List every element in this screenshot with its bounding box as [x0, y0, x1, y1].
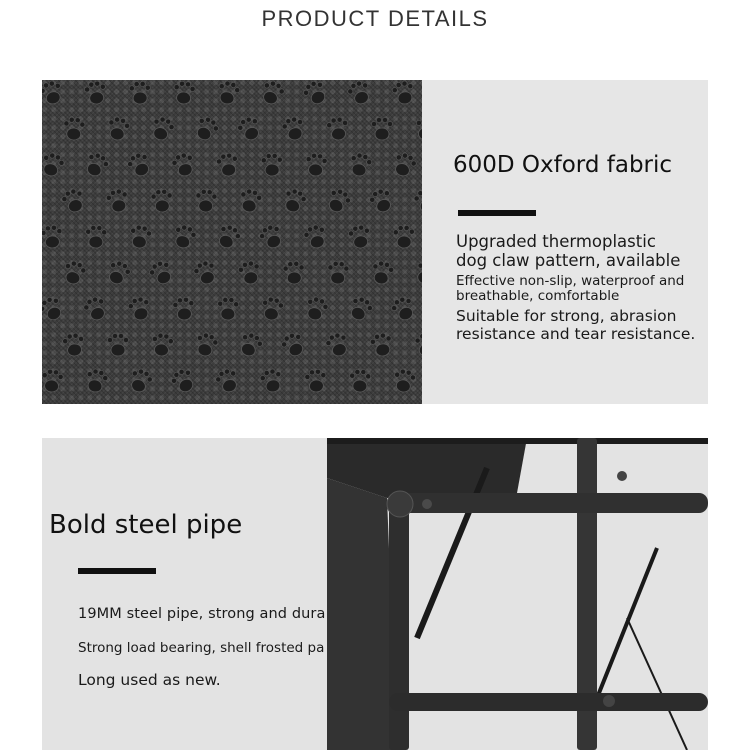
fabric-line-5: Suitable for strong, abrasion: [456, 307, 677, 325]
paw-print-icon: [302, 223, 329, 251]
fabric-line-6: resistance and tear resistance.: [456, 324, 696, 343]
paw-print-icon: [367, 186, 396, 215]
paw-print-icon: [392, 368, 417, 394]
paw-print-icon: [148, 403, 175, 404]
paw-print-icon: [324, 331, 352, 359]
paw-print-icon: [171, 223, 198, 251]
paw-print-icon: [390, 150, 418, 179]
paw-print-icon: [415, 333, 422, 357]
paw-print-icon: [235, 114, 264, 143]
paw-print-icon: [149, 115, 177, 143]
paw-print-icon: [192, 114, 221, 144]
paw-print-icon: [85, 225, 107, 248]
paw-print-icon: [281, 187, 309, 215]
paw-print-icon: [411, 402, 422, 404]
paw-print-icon: [103, 402, 132, 404]
paw-print-icon: [82, 150, 111, 180]
fabric-line-3: Effective non-slip, waterproof and: [456, 273, 685, 289]
paw-print-icon: [261, 153, 283, 176]
paw-print-icon: [170, 151, 197, 179]
paw-print-icon: [169, 366, 199, 396]
paw-print-icon: [391, 80, 417, 106]
paw-print-icon: [393, 225, 415, 248]
paw-print-icon: [259, 367, 285, 394]
paw-print-icon: [60, 402, 89, 404]
paw-print-icon: [301, 80, 331, 108]
paw-print-icon: [303, 295, 330, 323]
paw-print-icon: [260, 296, 285, 322]
paw-print-icon: [304, 368, 327, 393]
paw-print-icon: [104, 258, 133, 287]
paw-print-icon: [42, 224, 64, 249]
paw-print-icon: [42, 80, 65, 107]
fabric-heading: 600D Oxford fabric: [453, 152, 673, 178]
paw-print-icon: [237, 259, 262, 286]
paw-print-icon: [147, 258, 176, 288]
paw-print-icon: [215, 152, 240, 178]
paw-print-icon: [61, 259, 88, 287]
paw-print-icon: [347, 224, 372, 250]
paw-print-icon: [129, 81, 151, 104]
fabric-accent-bar: [458, 210, 536, 216]
paw-print-icon: [83, 367, 109, 394]
steel-frame-image: [327, 438, 708, 750]
paw-print-icon: [106, 115, 131, 142]
paw-print-icon: [83, 80, 108, 106]
paw-print-icon: [172, 296, 195, 321]
paw-print-icon: [213, 366, 241, 395]
paw-print-icon: [42, 368, 64, 393]
paw-print-icon: [257, 222, 286, 252]
fabric-texture-image: [42, 80, 422, 404]
fabric-text-detail: [456, 274, 684, 304]
paw-print-icon: [327, 261, 350, 285]
paw-print-icon: [413, 259, 422, 287]
fabric-line-4: breathable, comfortable: [456, 288, 620, 304]
paw-print-icon: [215, 80, 241, 106]
paw-print-icon: [280, 115, 307, 143]
paw-print-icon: [346, 294, 375, 324]
paw-print-icon: [214, 222, 243, 252]
paw-print-icon: [105, 187, 130, 214]
page-title: PRODUCT DETAILS: [261, 6, 489, 31]
pipe-line-3: Long used as new.: [78, 671, 221, 689]
paw-print-icon: [81, 294, 109, 323]
pipe-line-2: Strong load bearing, shell frosted pa: [78, 640, 325, 656]
paw-print-icon: [345, 80, 373, 107]
pipe-section: [42, 438, 708, 750]
paw-print-icon: [172, 80, 195, 105]
paw-print-icon: [217, 297, 239, 320]
paw-print-icon: [151, 189, 174, 213]
fabric-line-1: Upgraded thermoplastic: [456, 232, 656, 251]
paw-print-icon: [414, 116, 422, 141]
paw-print-icon: [347, 151, 373, 178]
paw-print-icon: [371, 117, 392, 140]
paw-print-icon: [389, 294, 418, 324]
paw-print-icon: [325, 403, 352, 404]
paw-print-icon: [125, 150, 154, 180]
paw-print-icon: [42, 294, 66, 324]
paw-print-icon: [63, 117, 86, 141]
paw-pattern-icon: [42, 80, 422, 404]
fabric-text-resistance: [456, 308, 695, 343]
fabric-text-main: [456, 232, 680, 270]
paw-print-icon: [126, 366, 154, 395]
paw-print-icon: [326, 116, 350, 141]
paw-print-icon: [258, 80, 286, 107]
paw-print-icon: [62, 332, 86, 357]
fabric-section: [42, 80, 708, 404]
pipe-heading: Bold steel pipe: [49, 510, 243, 540]
paw-print-icon: [60, 187, 88, 215]
paw-print-icon: [192, 259, 220, 287]
paw-print-icon: [236, 330, 265, 359]
paw-print-icon: [127, 295, 153, 322]
pipe-line-1: 19MM steel pipe, strong and dura: [78, 606, 326, 622]
paw-print-icon: [283, 261, 306, 285]
paw-print-icon: [368, 402, 397, 404]
paw-print-icon: [369, 331, 394, 358]
paw-print-icon: [370, 259, 395, 286]
paw-print-icon: [349, 369, 371, 392]
paw-print-icon: [193, 331, 220, 359]
paw-print-icon: [42, 151, 66, 179]
paw-print-icon: [304, 152, 327, 177]
paw-print-icon: [195, 189, 218, 213]
fabric-line-2: dog claw pattern, available: [456, 251, 681, 270]
paw-print-icon: [412, 187, 422, 215]
paw-print-icon: [107, 333, 128, 356]
paw-print-icon: [128, 224, 153, 250]
paw-print-icon: [279, 330, 308, 360]
paw-print-icon: [324, 186, 353, 216]
paw-print-icon: [238, 187, 263, 214]
pipe-accent-bar: [78, 568, 156, 574]
paw-print-icon: [150, 332, 174, 357]
